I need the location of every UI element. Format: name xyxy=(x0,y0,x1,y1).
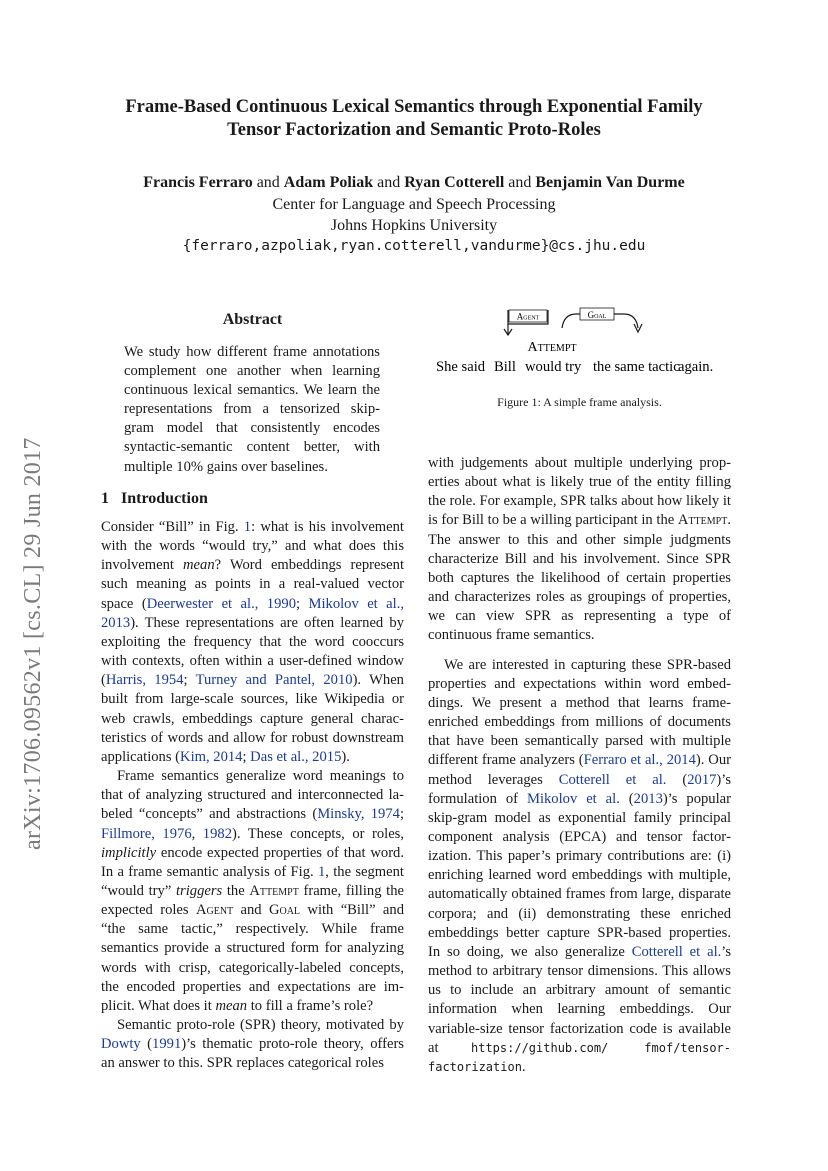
citation-link[interactable]: Fillmore, 1976 xyxy=(101,825,192,842)
author-4: Benjamin Van Durme xyxy=(535,174,685,191)
citation-link[interactable]: Deerwester et al., 1990 xyxy=(146,595,296,612)
author-list xyxy=(60,172,768,194)
affiliation-1: Center for Language and Speech Processing xyxy=(272,196,556,213)
author-2: Adam Poliak xyxy=(283,174,374,191)
citation-link[interactable]: Dowty xyxy=(101,1036,141,1053)
figure-caption: Figure 1: A simple frame analysis. xyxy=(497,395,662,409)
section-heading xyxy=(101,490,208,508)
citation-link[interactable]: Cotterell et al. xyxy=(558,771,667,788)
citation-link[interactable]: Harris, 1954 xyxy=(105,672,184,689)
agent-label: Agent xyxy=(516,311,540,322)
citation-link[interactable]: Mikolov et al. xyxy=(526,790,620,807)
figure-ref[interactable]: 1 xyxy=(317,863,326,880)
section-title: Introduction xyxy=(121,490,208,507)
title-line-2: Tensor Factorization and Semantic Proto-Roles xyxy=(227,120,601,140)
author-sep: and xyxy=(508,174,532,191)
author-sep: and xyxy=(377,174,401,191)
intro-left-column xyxy=(101,518,404,1074)
citation-link[interactable]: Mikolov et al., 2013 xyxy=(101,595,405,631)
token: again. xyxy=(678,359,714,375)
abstract-heading: Abstract xyxy=(222,311,283,328)
affiliation-2: Johns Hopkins University xyxy=(330,217,498,234)
author-email: {ferraro,azpoliak,ryan.cotterell,vandurme}@cs.jhu.edu xyxy=(182,238,646,254)
citation-link[interactable]: 2017 xyxy=(687,771,717,788)
author-3: Ryan Cotterell xyxy=(404,174,505,191)
arxiv-stamp: arXiv:1706.09562v1 [cs.CL] 29 Jun 2017 xyxy=(20,437,46,850)
paragraph: Consider “Bill” in Fig. 1: what is his involvement with the words “would try,” and what does this involvement mean? Word embeddings represent such meaning as points in a real-valued vector space (Deerwester et al., 1990; Mikolov et al., 2013). These representations are often learned by exploiting the frequency that the word cooccurs with contexts, often within a user-defined window (Harris, 1954; Turney and Pantel, 2010). When built from large-scale sources, like Wikipedia or web crawls, embeddings capture general characteristics of words and allow for robust downstream applications (Kim, 2014; Das et al., 2015). xyxy=(101,519,405,765)
citation-link[interactable]: Kim, 2014 xyxy=(180,748,243,765)
token: Bill xyxy=(494,359,516,375)
intro-right-column xyxy=(428,454,731,1077)
paragraph: We are interested in capturing these SPR-based properties and expectations within word embeddings. We present a method that learns frame-enriched embeddings from millions of documents that have been semantically parsed with multiple different frame analyzers (Ferraro et al., 2014). Our method leverages Cotterell et al. (2017)’s formulation of Mikolov et al. (2013)’s popular skip-gram model as exponential family principal component analysis (EPCA) and tensor factorization. This paper’s primary contributions are: (i) enriching learned word embeddings with multiple, automatically obtained frames from large, disparate corpora; and (ii) demonstrating these enriched embeddings better capture SPR-based properties. In so doing, we also generalize Cotterell et al.’s method to arbitrary tensor dimensions. This allows us to include an arbitrary amount of semantic information when learning embeddings. Our variable-size tensor factorization code is available at https://github.com/ fmof/tensor-factorization. xyxy=(428,656,732,1075)
frame-label: Attempt xyxy=(527,340,577,355)
paper-title xyxy=(60,96,768,142)
section-number: 1 xyxy=(101,490,109,507)
paragraph: with judgements about multiple underlying properties about what is likely true of the entity filling the role. For example, SPR talks about how likely it is for Bill to be a willing participant in the Attempt. The answer to this and other simple judgments characterize Bill and his involvement. Since SPR both captures the likelihood of certain properties and characterizes roles as groupings of properties, we can view SPR as representing a type of continuous frame semantics. xyxy=(428,455,731,644)
figure-ref[interactable]: 1 xyxy=(243,519,252,535)
abstract-text: We study how different frame annotations complement one another when learning continuous lexical semantics. We learn the representations from a tensorized skip-gram model that consistently encodes syntactic-semantic content better, with multiple 10% gains over baselines. xyxy=(124,344,380,475)
code-url[interactable]: https://github.com/ fmof/tensor-factorization xyxy=(428,1040,731,1074)
citation-link[interactable]: Cotterell et al. xyxy=(631,943,722,960)
frame-diagram xyxy=(428,304,731,386)
goal-label: Goal xyxy=(587,310,607,320)
author-1: Francis Ferraro xyxy=(143,174,253,191)
token: would try xyxy=(525,359,582,375)
title-line-1: Frame-Based Continuous Lexical Semantics through Exponential Family xyxy=(125,97,703,117)
citation-link[interactable]: Turney and Pantel, 2010 xyxy=(195,672,353,689)
citation-link[interactable]: Minsky, 1974 xyxy=(317,806,400,823)
citation-link[interactable]: Das et al., 2015 xyxy=(250,748,342,765)
paragraph: Frame semantics generalize word meanings to that of analyzing structured and interconnected labeled “concepts” and abstractions (Minsky, 1974; Fillmore, 1976, 1982). These concepts, or roles, implicitly encode expected properties of that word. In a frame semantic analysis of Fig. 1, the segment “would try” triggers the Attempt frame, filling the expected roles Agent and Goal with “Bill” and “the same tactic,” respectively. While frame semantics provide a structured form for analyzing words with crisp, categorically-labeled concepts, the encoded properties and expectations are implicit. What does it mean to fill a frame’s role? xyxy=(101,768,405,1014)
token: She said xyxy=(436,359,486,375)
citation-link[interactable]: Ferraro et al., 2014 xyxy=(583,752,696,769)
paragraph: Semantic proto-role (SPR) theory, motivated by Dowty (1991)’s thematic proto-role theory, offers an answer to this. SPR replaces categorical roles xyxy=(101,1017,404,1072)
author-sep: and xyxy=(256,174,280,191)
citation-link[interactable]: 2013 xyxy=(633,790,663,807)
citation-link[interactable]: 1991 xyxy=(152,1036,182,1053)
citation-link[interactable]: 1982 xyxy=(202,825,232,842)
token: the same tactic xyxy=(593,359,680,375)
